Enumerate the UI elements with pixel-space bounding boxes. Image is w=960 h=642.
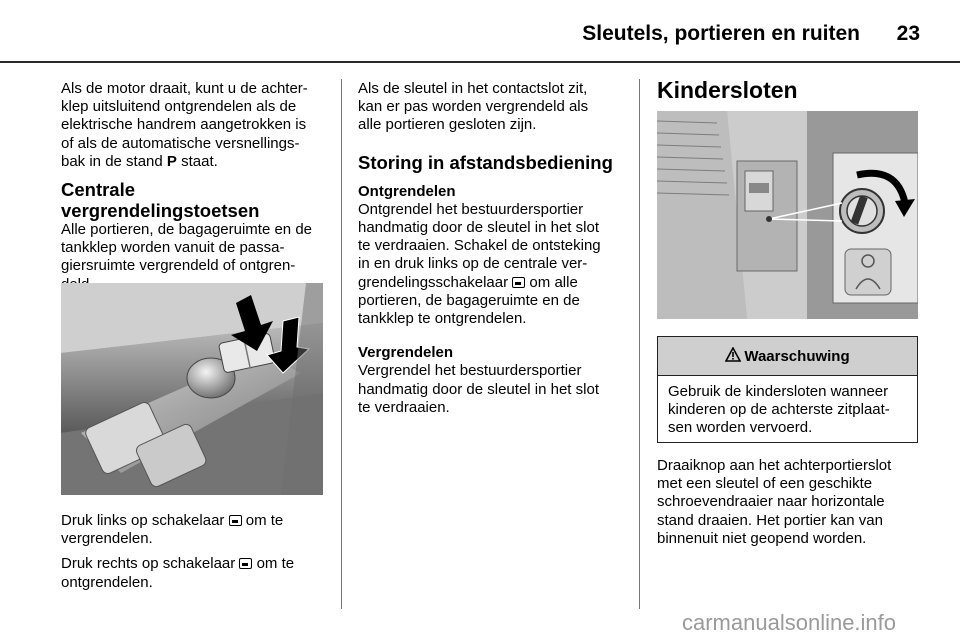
header-rule (0, 61, 960, 63)
body-line: tankklep worden vanuit de passa- (61, 239, 285, 257)
body-line: binnenuit niet geopend worden. (657, 529, 867, 547)
intro-line: of als de automatische versnellings- (61, 134, 300, 152)
warning-line: Gebruik de kindersloten wanneer (668, 383, 889, 400)
section-heading: Storing in afstandsbediening (358, 151, 613, 173)
child-lock-illustration (657, 111, 918, 319)
body-line: te verdraaien. (358, 398, 450, 416)
body-line: Ontgrendel het bestuurdersportier (358, 200, 584, 218)
lock-key-icon (229, 515, 242, 526)
warning-box (657, 336, 918, 443)
section-heading: Centrale vergrendelingstoetsen (61, 179, 260, 222)
body-line: met een sleutel of een geschikte (657, 475, 873, 493)
body-line: Vergrendel het bestuurdersportier (358, 362, 582, 380)
body-line: schroevendraaier naar horizontale (657, 493, 885, 511)
body-line: portieren, de bagageruimte en de (358, 291, 580, 309)
body-line: handmatig door de sleutel in het slot (358, 219, 599, 237)
warning-line: kinderen op de achterste zitplaat- (668, 401, 890, 419)
right-switch-line: Druk rechts op schakelaar om te (61, 555, 295, 573)
intro-line: Als de motor draait, kunt u de achter- (61, 80, 308, 97)
body-line: te verdraaien. Schakel de ontsteking (358, 237, 601, 255)
column-divider-2 (639, 79, 640, 609)
intro-line: bak in de stand P staat. (61, 152, 218, 170)
lock-key-icon (239, 558, 252, 569)
body-line: stand draaien. Het portier kan van (657, 511, 883, 529)
page-number: 23 (896, 22, 920, 45)
warning-header (658, 337, 917, 376)
warning-title: Waarschuwing (744, 347, 850, 365)
body-line: tankklep te ontgrendelen. (358, 310, 527, 328)
body-line: handmatig door de sleutel in het slot (358, 380, 599, 398)
subheading-unlock: Ontgrendelen (358, 182, 456, 200)
intro-line: alle portieren gesloten zijn. (358, 116, 537, 134)
lock-key-icon (512, 277, 525, 288)
body-line: in en druk links op de centrale ver- (358, 255, 588, 273)
intro-line: elektrische handrem aangetrokken is (61, 116, 307, 134)
column-1-caption (61, 512, 331, 592)
watermark: carmanualsonline.info (682, 610, 897, 635)
intro-line: klep uitsluitend ontgrendelen als de (61, 98, 297, 116)
subheading-lock: Vergrendelen (358, 344, 454, 362)
body-line: giersruimte vergrendeld of ontgren- (61, 257, 296, 275)
page-title: Sleutels, portieren en ruiten (582, 22, 860, 45)
column-1 (61, 80, 331, 294)
body-line: grendelingsschakelaar om alle (358, 273, 578, 291)
warning-body (658, 376, 917, 438)
right-switch-line: ontgrendelen. (61, 573, 153, 591)
column-divider-1 (341, 79, 342, 609)
column-3-body (657, 457, 922, 548)
warning-line: sen worden vervoerd. (668, 419, 813, 437)
left-switch-line: Druk links op schakelaar om te (61, 512, 284, 529)
left-switch-line: vergrendelen. (61, 530, 153, 548)
warning-triangle-icon (725, 347, 741, 366)
gear-p-label: P (166, 152, 177, 170)
column-2 (358, 80, 630, 417)
intro-line: Als de sleutel in het contactslot zit, (358, 80, 588, 97)
body-line: Draaiknop aan het achterportierslot (657, 457, 892, 474)
body-line: Alle portieren, de bagageruimte en de (61, 221, 313, 239)
central-lock-switch-photo (61, 283, 323, 495)
intro-line: kan er pas worden vergrendeld als (358, 98, 589, 116)
section-heading-child-locks: Kindersloten (657, 77, 798, 103)
